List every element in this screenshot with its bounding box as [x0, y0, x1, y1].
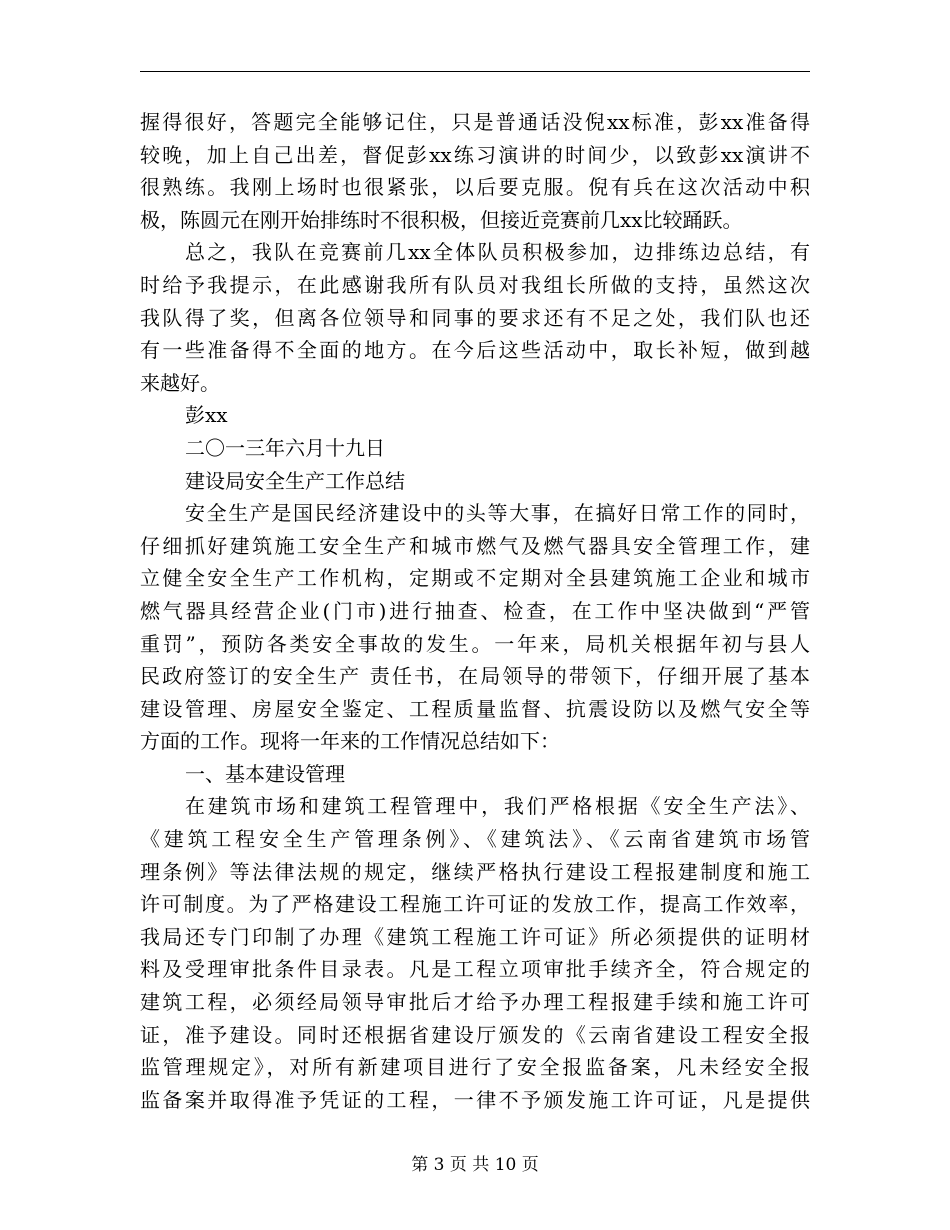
section-title: 建设局安全生产工作总结	[185, 468, 405, 493]
text-line: 来越好。	[140, 370, 220, 395]
paragraph-first-line: 安全生产是国民经济建设中的头等大事，在搞好日常工作的同时，	[185, 501, 810, 526]
text-line: 燃气器具经营企业(门市)进行抽查、检查，在工作中坚决做到“严管	[140, 598, 810, 623]
text-line: 很熟练。我刚上场时也很紧张，以后要克服。倪有兵在这次活动中积	[140, 175, 810, 200]
document-body	[140, 106, 810, 1116]
text-line: 立健全安全生产工作机构，定期或不定期对全县建筑施工企业和城市	[140, 566, 810, 591]
text-line: 许可制度。为了严格建设工程施工许可证的发放工作，提高工作效率，	[140, 892, 810, 917]
text-line: 握得很好，答题完全能够记住，只是普通话没倪xx标准，彭xx准备得	[140, 110, 810, 134]
text-line: 我队得了奖，但离各位领导和同事的要求还有不足之处，我们队也还	[140, 305, 810, 330]
text-line: 重罚”，预防各类安全事故的发生。一年来，局机关根据年初与县人	[140, 631, 810, 656]
paragraph-first-line: 在建筑市场和建筑工程管理中，我们严格根据《安全生产法》、	[185, 794, 810, 819]
text-line: 时给予我提示，在此感谢我所有队员对我组长所做的支持，虽然这次	[140, 272, 810, 297]
section-heading: 一、基本建设管理	[185, 761, 345, 786]
text-line: 较晚，加上自己出差，督促彭xx练习演讲的时间少，以致彭xx演讲不	[140, 142, 810, 167]
text-line: 理条例》等法律法规的规定，继续严格执行建设工程报建制度和施工	[140, 859, 810, 884]
text-line: 建设管理、房屋安全鉴定、工程质量监督、抗震设防以及燃气安全等	[140, 696, 810, 721]
text-line: 我局还专门印制了办理《建筑工程施工许可证》所必须提供的证明材	[140, 924, 810, 949]
text-line: 建筑工程，必须经局领导审批后才给予办理工程报建手续和施工许可	[140, 990, 810, 1015]
page-footer: 第 3 页 共 10 页	[411, 1155, 539, 1175]
text-line: 监备案并取得准予凭证的工程，一律不予颁发施工许可证，凡是提供	[140, 1087, 810, 1112]
text-line: 极，陈圆元在刚开始排练时不很积极，但接近竞赛前几xx比较踊跃。	[140, 207, 743, 232]
text-line: 《建筑工程安全生产管理条例》、《建筑法》、《云南省建筑市场管	[140, 827, 810, 852]
text-line: 料及受理审批条件目录表。凡是工程立项审批手续齐全，符合规定的	[140, 957, 810, 982]
text-line: 证，准予建设。同时还根据省建设厅颁发的《云南省建设工程安全报	[140, 1022, 810, 1047]
text-line: 仔细抓好建筑施工安全生产和城市燃气及燃气器具安全管理工作，建	[140, 533, 810, 558]
header-rule	[140, 71, 810, 72]
paragraph-first-line: 总之，我队在竞赛前几xx全体队员积极参加，边排练边总结，有	[185, 240, 810, 265]
text-line: 民政府签订的安全生产 责任书，在局领导的带领下，仔细开展了基本	[140, 664, 810, 689]
signature-date: 二〇一三年六月十九日	[185, 435, 385, 460]
text-line: 有一些准备得不全面的地方。在今后这些活动中，取长补短，做到越	[140, 338, 810, 363]
signature-name: 彭xx	[185, 403, 228, 428]
text-line: 方面的工作。现将一年来的工作情况总结如下：	[140, 729, 560, 754]
text-line: 监管理规定》，对所有新建项目进行了安全报监备案，凡未经安全报	[140, 1055, 810, 1080]
